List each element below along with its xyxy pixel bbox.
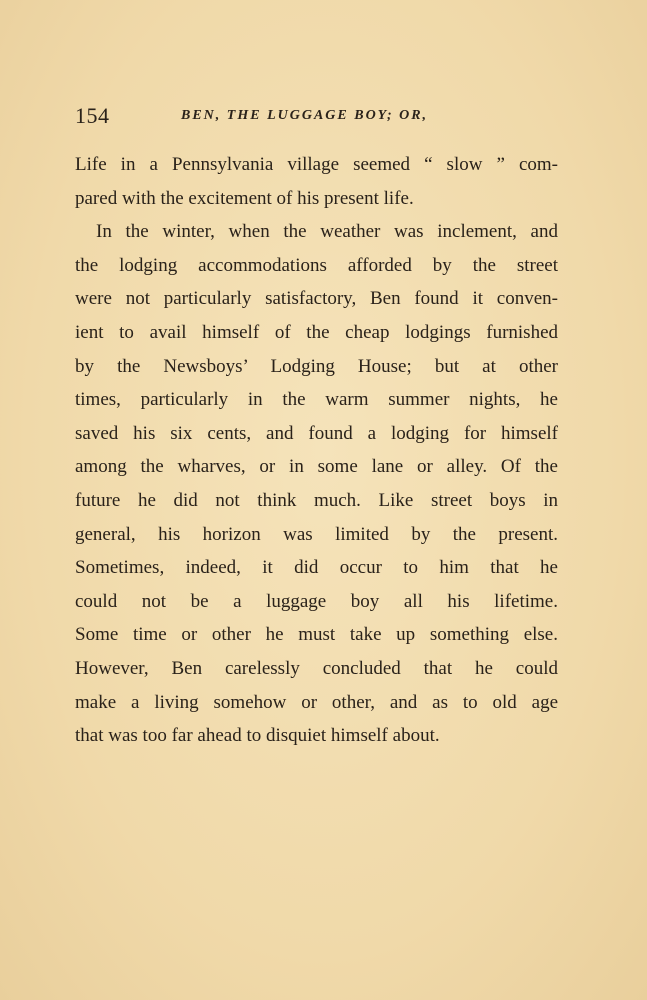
text-line: Sometimes, indeed, it did occur to him that he: [75, 557, 558, 579]
text-line: the lodging accommodations afforded by the street: [75, 254, 558, 276]
text-line: times, particularly in the warm summer nights, he: [75, 389, 558, 411]
text-line: make a living somehow or other, and as to old age: [75, 691, 558, 713]
text-line: ient to avail himself of the cheap lodgings furnished: [75, 321, 558, 343]
text-line: saved his six cents, and found a lodging for himself: [75, 422, 558, 444]
page-number: 154: [75, 103, 110, 128]
text-line: general, his horizon was limited by the present.: [75, 523, 558, 545]
text-line: could not be a luggage boy all his lifetime.: [75, 590, 558, 612]
text-line: In the winter, when the weather was inclement, and: [96, 221, 558, 243]
text-line: pared with the excitement of his present life.: [75, 187, 414, 209]
running-head: [75, 103, 565, 133]
text-line: by the Newsboys’ Lodging House; but at other: [75, 355, 558, 377]
text-line: future he did not think much. Like street boys in: [75, 489, 558, 511]
text-line: Life in a Pennsylvania village seemed “ slow ” com-: [75, 154, 558, 175]
text-line: among the wharves, or in some lane or alley. Of the: [75, 456, 558, 478]
text-line: were not particularly satisfactory, Ben found it conven-: [75, 288, 558, 310]
text-line: that was too far ahead to disquiet himself about.: [75, 725, 440, 747]
running-title: BEN, THE LUGGAGE BOY; OR,: [181, 108, 429, 123]
text-line: However, Ben carelessly concluded that he could: [75, 657, 558, 679]
body-text: [75, 148, 558, 753]
text-line: Some time or other he must take up something else.: [75, 624, 558, 646]
